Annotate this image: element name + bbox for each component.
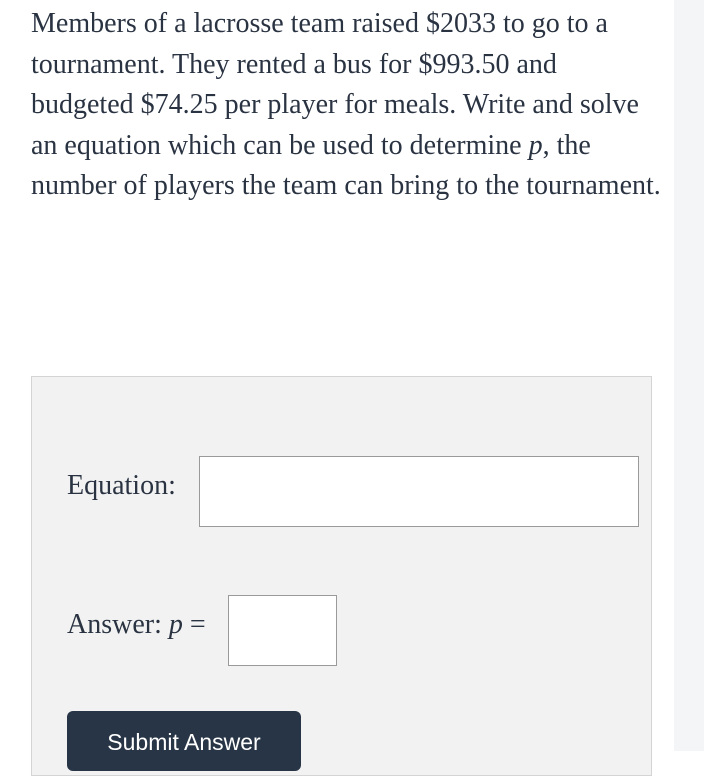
answer-equals-sign: = (182, 609, 206, 640)
equation-label: Equation: (67, 470, 176, 501)
answer-label (67, 609, 206, 641)
answer-panel (31, 376, 652, 776)
question-text (31, 4, 661, 207)
answer-variable: p (168, 609, 183, 640)
right-gutter (674, 0, 704, 751)
question-text-start: Members of a lacrosse team raised $2033 to go to a tournament. They rented a bus for $993.50 and budgeted $74.25 per player for meals. Write and solve an equation which can be used to determine (31, 8, 639, 161)
submit-answer-button[interactable]: Submit Answer (67, 711, 301, 771)
answer-input[interactable] (228, 595, 337, 666)
question-variable: p (528, 129, 543, 161)
answer-label-text: Answer: (67, 609, 169, 640)
question-text-end: , the number of players the team can bring to the tournament. (31, 129, 661, 201)
equation-input[interactable] (199, 456, 639, 527)
